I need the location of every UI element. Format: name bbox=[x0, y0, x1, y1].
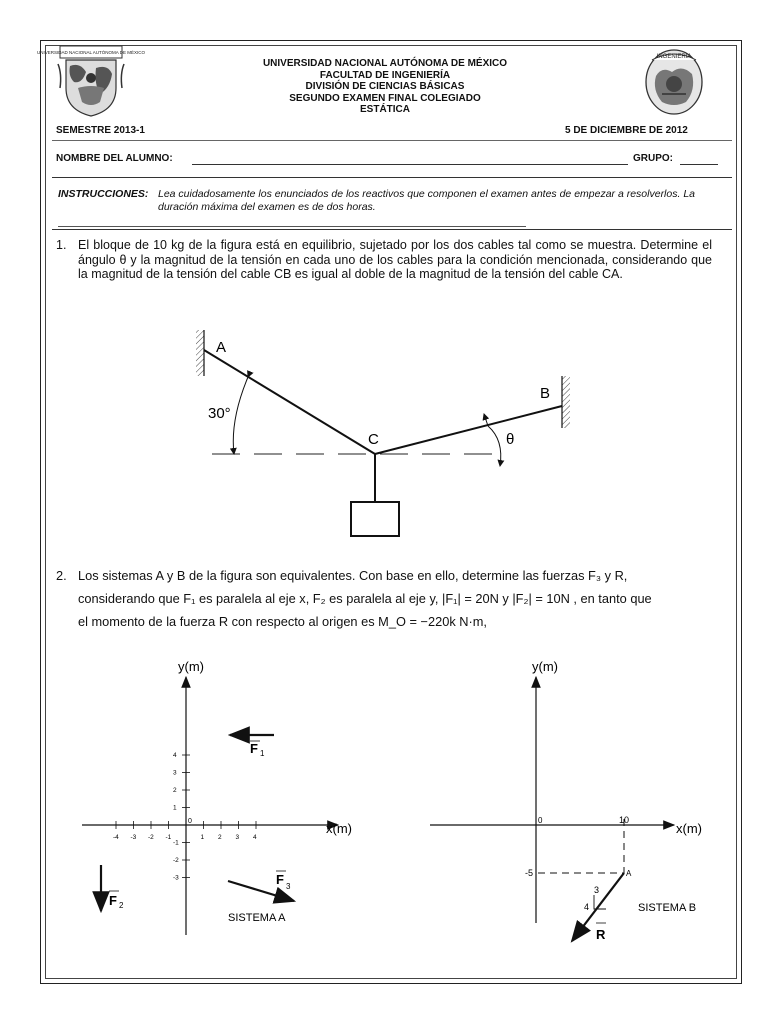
angle-30-arc bbox=[233, 377, 248, 454]
faculty-name: FACULTAD DE INGENIERÍA bbox=[319, 69, 451, 81]
question-1-text: El bloque de 10 kg de la figura está en equilibrio, sujetado por los dos cables tal como se muestra. Determine el ángulo θ y la magnitud de la tensión en cada uno de los cables para la condición mencionada, considerando que la magnitud de la tensión del cable CB es igual al doble de la magnitud de la tensión del cable CA. bbox=[78, 238, 712, 281]
sysb-origin-label: 0 bbox=[538, 816, 543, 825]
sysb-slope-4: 4 bbox=[584, 902, 590, 912]
group-line[interactable] bbox=[680, 164, 718, 165]
sysa-x-tick-label: 1 bbox=[200, 834, 205, 841]
university-name: UNIVERSIDAD NACIONAL AUTÓNOMA DE MÉXICO bbox=[262, 58, 508, 69]
left-seal-text: UNIVERSIDAD NACIONAL AUTÓNOMA DE MÉXICO bbox=[36, 50, 146, 55]
sysa-x-ticks bbox=[113, 821, 257, 841]
exam-header bbox=[160, 58, 610, 116]
force-f3-subscript: 3 bbox=[286, 882, 291, 891]
sistema-b-label: SISTEMA B bbox=[638, 902, 697, 914]
exam-title: SEGUNDO EXAMEN FINAL COLEGIADO bbox=[289, 92, 481, 104]
sysb-x-label: x(m) bbox=[676, 821, 702, 836]
subject-name: ESTÁTICA bbox=[360, 104, 410, 115]
sysa-x-tick-label: 2 bbox=[218, 834, 222, 841]
sysa-y-tick-label: -1 bbox=[173, 839, 179, 847]
point-b-label: B bbox=[540, 385, 551, 402]
instructions-text: Lea cuidadosamente los enunciados de los reactivos que componen el examen antes de empezar a resolverlos. La duración máxima del examen es de dos horas. bbox=[158, 188, 695, 213]
question-2-line-1: Los sistemas A y B de la figura son equivalentes. Con base en ello, determine las fuerzas F₃ y R, bbox=[78, 568, 628, 583]
sysa-x-tick-label: -3 bbox=[130, 834, 137, 841]
force-f1-subscript: 1 bbox=[260, 749, 265, 758]
question-1 bbox=[56, 238, 712, 282]
force-f2-label: F bbox=[109, 893, 117, 908]
figure-sistema-a bbox=[80, 655, 380, 945]
sysa-x-tick-label: 4 bbox=[253, 834, 257, 841]
right-wall bbox=[562, 376, 570, 428]
sysa-y-tick-label: -3 bbox=[173, 874, 179, 882]
block-10kg bbox=[351, 502, 399, 536]
angle-theta-label: θ bbox=[506, 431, 515, 448]
force-r-label: R bbox=[596, 927, 606, 942]
sysa-origin-label: 0 bbox=[188, 818, 192, 825]
right-seal-text: INGENIERIA bbox=[656, 54, 692, 60]
division-name: DIVISIÓN DE CIENCIAS BÁSICAS bbox=[305, 81, 465, 92]
sysa-y-tick-label: 3 bbox=[173, 769, 177, 777]
sysa-y-tick-label: 4 bbox=[173, 752, 177, 759]
group-label: GRUPO: bbox=[633, 153, 673, 164]
sysa-y-tick-label: 1 bbox=[173, 804, 177, 812]
sistema-a-label: SISTEMA A bbox=[228, 912, 286, 924]
force-f2-subscript: 2 bbox=[119, 901, 124, 910]
student-name-line[interactable] bbox=[192, 164, 628, 165]
question-2 bbox=[56, 564, 718, 633]
sysb-x10-label: 10 bbox=[619, 815, 630, 825]
force-f1-label: F bbox=[250, 741, 258, 756]
figure-sistema-b bbox=[428, 655, 718, 955]
sysa-y-tick-label: 2 bbox=[173, 787, 177, 794]
left-wall bbox=[196, 330, 204, 376]
student-name-label: NOMBRE DEL ALUMNO: bbox=[56, 153, 173, 164]
figure-1-cable-block bbox=[170, 330, 590, 544]
ingenieria-seal-logo bbox=[642, 46, 706, 118]
cable-ca bbox=[204, 350, 375, 454]
instructions-label: INSTRUCCIONES: bbox=[58, 188, 149, 200]
force-f3-arrow bbox=[228, 881, 294, 901]
sysa-x-tick-label: -1 bbox=[165, 834, 172, 841]
angle-theta-arc bbox=[488, 426, 501, 466]
cable-cb bbox=[375, 406, 562, 454]
point-a-label: A bbox=[216, 339, 227, 356]
question-2-number: 2. bbox=[56, 568, 67, 583]
sysb-ym5-label: -5 bbox=[525, 868, 534, 878]
question-2-line-3: el momento de la fuerza R con respecto al origen es M_O = −220k N·m, bbox=[78, 614, 487, 629]
sysb-y-label: y(m) bbox=[532, 659, 558, 674]
sysb-point-a-label: A bbox=[626, 869, 632, 878]
sysa-x-tick-label: -4 bbox=[113, 834, 119, 841]
sysa-y-tick-label: -2 bbox=[173, 857, 179, 864]
question-2-line-2: considerando que F₁ es paralela al eje x, F₂ es paralela al eje y, |F₁| = 20N y |F₂| = 10N , en tanto que bbox=[78, 591, 652, 606]
force-f3-label: F bbox=[276, 872, 284, 887]
sysa-y-label: y(m) bbox=[178, 659, 204, 674]
sysa-x-tick-label: 3 bbox=[235, 834, 240, 841]
sysa-y-ticks bbox=[173, 752, 190, 882]
sysa-x-label: x(m) bbox=[326, 821, 352, 836]
sysb-slope-3: 3 bbox=[594, 885, 600, 895]
question-1-number: 1. bbox=[56, 238, 67, 252]
point-c-label: C bbox=[368, 431, 379, 448]
unam-seal-logo bbox=[36, 44, 146, 120]
sysa-x-tick-label: -2 bbox=[148, 834, 154, 841]
semester-label: SEMESTRE 2013-1 bbox=[56, 125, 145, 136]
angle-30-label: 30° bbox=[208, 405, 231, 422]
exam-date: 5 DE DICIEMBRE DE 2012 bbox=[565, 125, 688, 136]
